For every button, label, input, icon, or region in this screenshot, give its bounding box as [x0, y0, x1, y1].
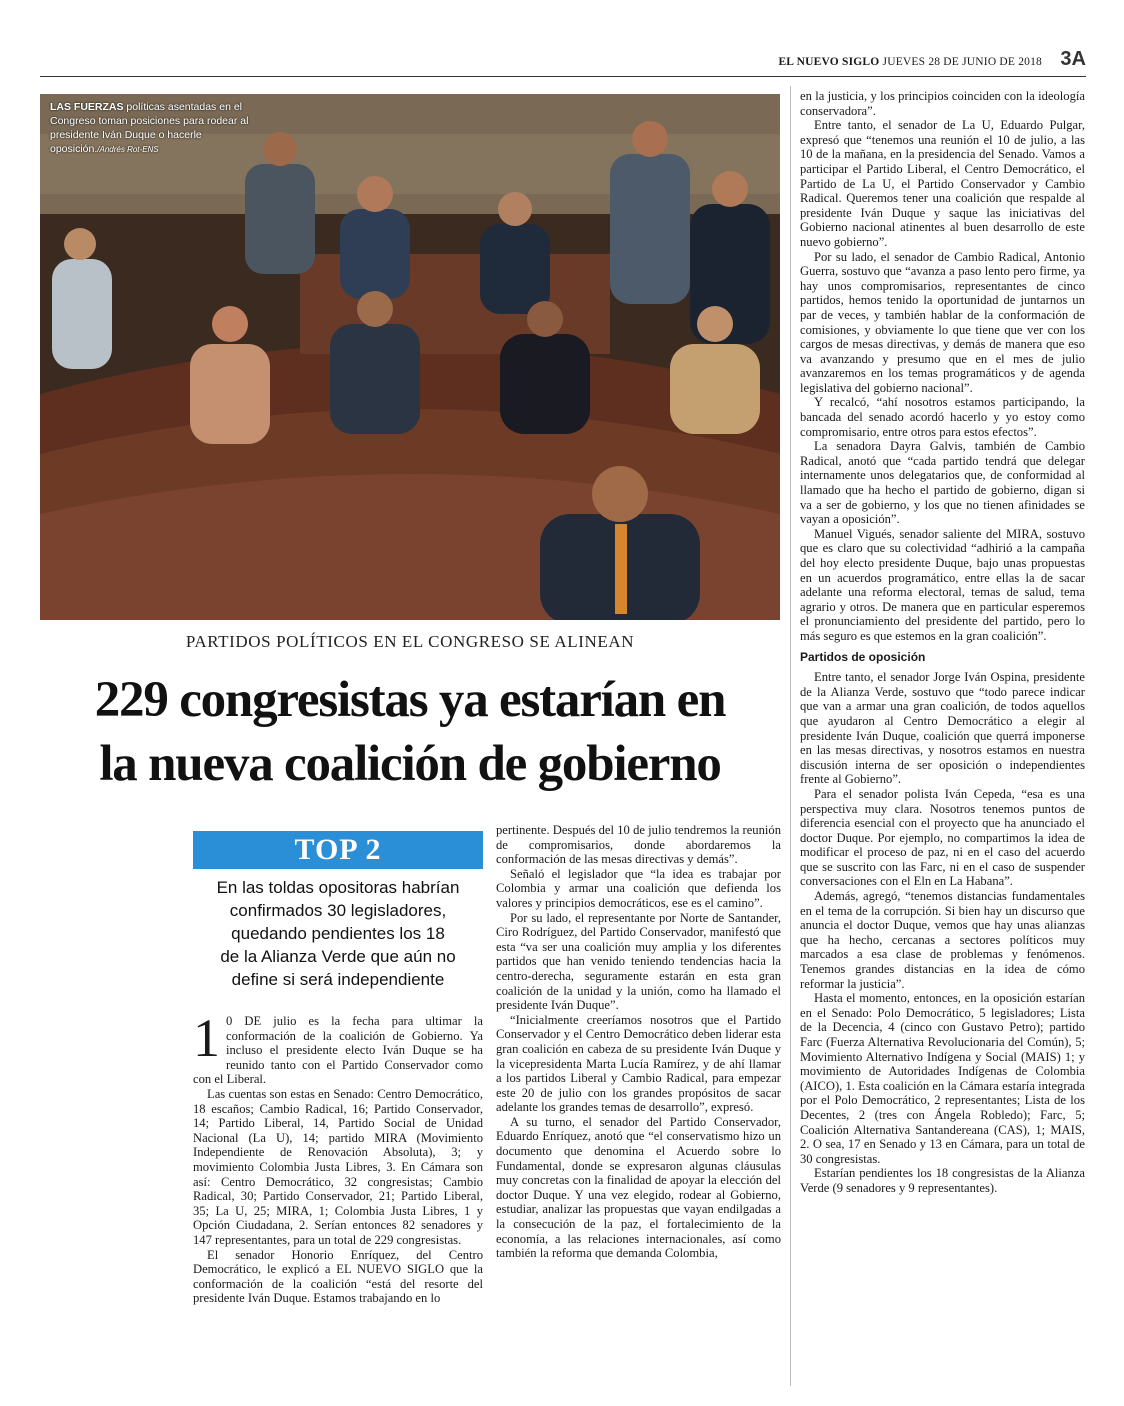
body-paragraph: Para el senador polista Iván Cepeda, “esa es una perspectiva muy clara. Nosotros tenemos puntos de diferencia esencial con el proyecto que ha anunciado el doctor Duque. Por ejemplo, no compartimos la idea de modificar el proceso de paz, ni en el caso del acuerdo que se suscrito con las Farc, ni en el caso de suspender conversaciones con el Eln en La Habana”.	[800, 786, 1085, 889]
photo-caption	[50, 100, 250, 157]
drop-cap: 1	[193, 1008, 220, 1068]
headline-line-1: 229 congresistas ya estarían en	[94, 672, 726, 728]
summary-line: define si será independiente	[231, 970, 445, 989]
summary-line: de la Alianza Verde que aún no	[220, 947, 456, 966]
body-paragraph: Por su lado, el senador de Cambio Radical, Antonio Guerra, sostuvo que “avanza a paso lento pero firme, ya hay unos compromisarios, representantes de cinco partidos, hemos tenido la oportunidad de juntarnos un par de veces, y también hablar de la conformación de comisiones, y obviamente lo que tiene que ver con los cargos de mesas directivas, y demás de manera que eso va avanzando y presumo que en el mes de julio avanzaremos en los temas programáticos y de agenda legislativa del gobierno nacional”.	[800, 249, 1085, 395]
paragraph-text: 0 DE julio es la fecha para ultimar la conformación de la coalición de Gobierno. Ya incluso el presidente electo Iván Duque se ha reunido tanto con el Partido Conservador como con el Liberal.	[193, 1014, 483, 1087]
body-paragraph: Por su lado, el representante por Norte de Santander, Ciro Rodríguez, del Partido Conservador, manifestó que esta “va ser una coalición muy amplia y los diferentes partidos que han venido teniendo tendencias hacia la centro-derecha, seguramente estarán en esta gran coalición de la unidad y la unión, como ha llamado el presidente Iván Duque”.	[496, 910, 781, 1013]
subheading: Partidos de oposición	[800, 649, 926, 664]
body-paragraph: pertinente. Después del 10 de julio tendremos la reunión de compromisarios, donde abordaremos la conformación de las mesas directivas y demás”.	[496, 823, 781, 867]
caption-lead: LAS FUERZAS	[50, 101, 124, 113]
caption-credit: /Andrés Rot-ENS	[97, 145, 159, 154]
article-column-1	[193, 1008, 483, 1306]
body-paragraph: A su turno, el senador del Partido Conservador, Eduardo Enríquez, anotó que “el conservatismo hizo un documento que denomina el Acuerdo sobre lo Fundamental, donde se expresaron algunas cláusulas muy concretas con la finalidad de apoyar la elección del doctor Duque. Y una vez elegido, rodear al Gobierno, estudiar, analizar las propuestas que vayan endilgadas a la consecución de la paz, el fortalecimiento de la economía, a las relaciones internacionales, así como también la reforma que demanda Colombia,	[496, 1114, 781, 1261]
headline-line-2: la nueva coalición de gobierno	[99, 736, 721, 792]
body-paragraph: Señaló el legislador que “la idea es trabajar por Colombia y armar una coalición que defienda los valores y principios democráticos, ese es el camino”.	[496, 866, 781, 910]
top-badge: TOP 2	[193, 831, 483, 869]
article-column-3	[800, 89, 1085, 1196]
body-paragraph: Entre tanto, el senador de La U, Eduardo Pulgar, expresó que “tenemos una reunión el 10 de julio, a las 10 de la mañana, en la presidencia del Senado. Vamos a participar el Partido Liberal, el Centro Democrático, el Partido de La U, el Partido Conservador y Cambio Radical. Queremos tener una coalición que respalde al presidente Iván Duque y saque las iniciativas del Gobierno nacional atinentes al buen desarrollo de este nuevo gobierno”.	[800, 118, 1085, 249]
paper-name: EL NUEVO SIGLO	[778, 56, 880, 68]
body-paragraph: La senadora Dayra Galvis, también de Cambio Radical, anotó que “cada partido tendrá que delegar internamente unos delegatarios que, de conformidad al llamado que ha hecho el partido de gobierno, digan si va a ser de gobierno, y los que no tienen afinidades se vayan a oposición”.	[800, 439, 1085, 527]
article-column-2	[496, 823, 781, 1261]
header-masthead	[778, 56, 1042, 68]
body-paragraph: Las cuentas son estas en Senado: Centro Democrático, 18 escaños; Cambio Radical, 16; Partido Conservador, 14; Partido Liberal, 14, Partido Social de Unidad Nacional (La U), 14; partido MIRA (Movimiento Independiente de Renovación Absoluta), 3; y movimiento Colombia Justa Libres, 3. En Cámara son así: Centro Democrático, 32 congresistas; Cambio Radical, 30; Partido Conservador, 21; Partido Liberal, 35; La U, 25; MIRA, 1; Colombia Justa Libres, 1 y Opción Ciudadana, 2. Serían entonces 82 senadores y 147 representantes, para un total de 229 congresistas.	[193, 1086, 483, 1247]
body-paragraph: “Inicialmente creeríamos nosotros que el Partido Conservador y el Centro Democrático deben liderar esta gran coalición en cabeza de su presidente Iván Duque y la vicepresidenta Marta Lucía Ramírez, y de ahí llamar a los partidos Liberal y Cambio Radical, para empezar este 20 de julio con los grandes propósitos de sacar adelante los grandes temas de desarrollo”, expresó.	[496, 1012, 781, 1115]
page-number: 3A	[1060, 48, 1086, 70]
body-paragraph: El senador Honorio Enríquez, del Centro Democrático, le explicó a EL NUEVO SIGLO que la conformación de la coalición “está del resorte del presidente Iván Duque. Estamos trabajando en lo	[193, 1247, 483, 1306]
article-summary	[193, 876, 483, 991]
page-header	[40, 46, 1086, 77]
article-headline	[40, 668, 780, 796]
body-paragraph: Estarían pendientes los 18 congresistas de la Alianza Verde (9 senadores y 9 representantes).	[800, 1166, 1085, 1195]
caption-text: políticas asentadas en el Congreso toman posiciones para rodear al presidente Iván Duque o hacerle oposición.	[50, 101, 249, 155]
body-paragraph: Y recalcó, “ahí nosotros estamos participando, la bancada del senado acordó hacerlo y yo estoy como compromisario, entre otros para estos efectos”.	[800, 395, 1085, 439]
body-paragraph: Además, agregó, “tenemos distancias fundamentales en el tema de la corrupción. Si bien hay un discurso que anuncia el doctor Duque, vemos que hay unas alianzas que ha hecho, cercanas a sectores políticos muy marcados a esa clase de problemas y fenómenos. Tenemos grandes distancias en la idea de cómo reformar la justicia”.	[800, 889, 1085, 991]
body-paragraph	[193, 1008, 483, 1087]
body-paragraph: en la justicia, y los principios coinciden con la ideología conservadora”.	[800, 89, 1085, 118]
summary-line: En las toldas opositoras habrían	[216, 878, 460, 897]
summary-line: quedando pendientes los 18	[231, 924, 445, 943]
body-paragraph: Hasta el momento, entonces, en la oposición estarían en el Senado: Polo Democrático, 5 legisladores; Lista de la Decencia, 4 (cinco con Gustavo Petro); partido Farc (Fuerza Alternativa Revolucionaria del Común), 5; Movimiento Alternativo Indígena y Social (MAIS) 1; y movimiento de Autoridades Indígenas de Colombia (AICO), 1. Esta coalición en la Cámara estaría integrada por el Polo Democrático, 2 representantes; Lista de los Decentes, 2 (tres con Ángela Robledo); Farc, 5; Coalición Alternativa Santandereana (CAS), 1; MAIS, 2. O sea, 17 en Senado y 13 en Cámara, para un total de 30 congresistas.	[800, 991, 1085, 1166]
body-paragraph: Entre tanto, el senador Jorge Iván Ospina, presidente de la Alianza Verde, sostuvo que “todo parece indicar que van a armar una gran coalición, de todos aquellos que ayudaron al Centro Democrático a elegir al presidente Iván Duque, coalición que querrá imponerse en las mesas directivas, y nosotros estamos en nuestra discusión interna de ser oposición o independientes frente al Gobierno”.	[800, 670, 1085, 787]
column-divider	[790, 86, 791, 1386]
congress-photo	[40, 94, 780, 620]
summary-line: confirmados 30 legisladores,	[229, 901, 447, 920]
body-paragraph: Manuel Vigués, senador saliente del MIRA, sostuvo que es claro que su colectividad “adhirió a la campaña del hoy electo presidente Duque, bajo unas propuestas en un acuerdos programático, entre ellas la de sacar adelante una reforma electoral, temas de salud, tema agrario y otros. De manera que en particular esperemos el pronunciamiento del presidente del partido, pero lo más seguro es que estemos en la gran coalición”.	[800, 526, 1085, 643]
photo-illustration	[40, 94, 780, 620]
article-kicker: PARTIDOS POLÍTICOS EN EL CONGRESO SE ALINEAN	[185, 632, 635, 651]
issue-date: JUEVES 28 DE JUNIO DE 2018	[882, 56, 1042, 68]
